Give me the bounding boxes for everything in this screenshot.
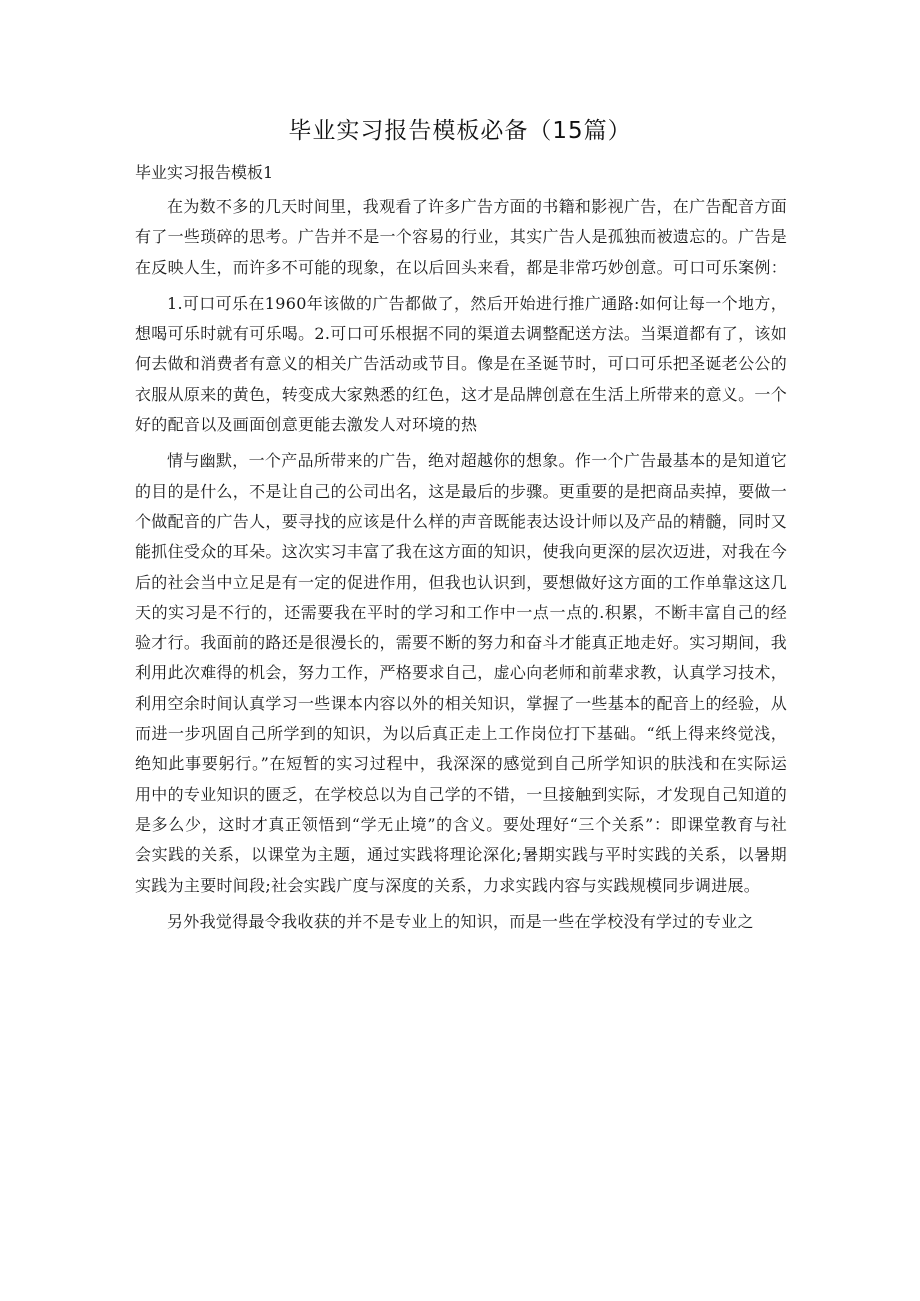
section-heading: 毕业实习报告模板1 xyxy=(135,163,274,182)
document-body xyxy=(135,192,787,937)
paragraph: 情与幽默，一个产品所带来的广告，绝对超越你的想象。作一个广告最基本的是知道它的目的是什么，不是让自己的公司出名，这是最后的步骤。更重要的是把商品卖掉，要做一个做配音的广告人，要寻找的应该是什么样的声音既能表达设计师以及产品的精髓，同时又能抓住受众的耳朵。这次实习丰富了我在这方面的知识，使我向更深的层次迈进，对我在今后的社会当中立足是有一定的促进作用，但我也认识到，要想做好这方面的工作单靠这这几天的实习是不行的，还需要我在平时的学习和工作中一点一点的.积累，不断丰富自己的经验才行。我面前的路还是很漫长的，需要不断的努力和奋斗才能真正地走好。实习期间，我利用此次难得的机会，努力工作，严格要求自己，虚心向老师和前辈求教，认真学习技术，利用空余时间认真学习一些课本内容以外的相关知识，掌握了一些基本的配音上的经验，从而进一步巩固自己所学到的知识，为以后真正走上工作岗位打下基础。“纸上得来终觉浅，绝知此事要躬行。”在短暂的实习过程中，我深深的感觉到自己所学知识的肤浅和在实际运用中的专业知识的匮乏，在学校总以为自己学的不错，一旦接触到实际，才发现自己知道的是多么少，这时才真正领悟到“学无止境”的含义。要处理好“三个关系”：即课堂教育与社会实践的关系，以课堂为主题，通过实践将理论深化;暑期实践与平时实践的关系，以暑期实践为主要时间段;社会实践广度与深度的关系，力求实践内容与实践规模同步调进展。 xyxy=(135,451,788,895)
paragraph: 另外我觉得最令我收获的并不是专业上的知识，而是一些在学校没有学过的专业之 xyxy=(167,911,754,931)
paragraph: 1.可口可乐在1960年该做的广告都做了，然后开始进行推广通路:如何让每一个地方，想喝可乐时就有可乐喝。2.可口可乐根据不同的渠道去调整配送方法。当渠道都有了，该如何去做和消费者有意义的相关广告活动或节目。像是在圣诞节时，可口可乐把圣诞老公公的衣服从原来的黄色，转变成大家熟悉的红色，这才是品牌创意在生活上所带来的意义。一个好的配音以及画面创意更能去激发人对环境的热 xyxy=(135,293,788,435)
paragraph: 在为数不多的几天时间里，我观看了许多广告方面的书籍和影视广告，在广告配音方面有了一些琐碎的思考。广告并不是一个容易的行业，其实广告人是孤独而被遗忘的。广告是在反映人生，而许多不可能的现象，在以后回头来看，都是非常巧妙创意。可口可乐案例： xyxy=(135,197,788,277)
document-title: 毕业实习报告模板必备（15篇） xyxy=(288,118,632,144)
